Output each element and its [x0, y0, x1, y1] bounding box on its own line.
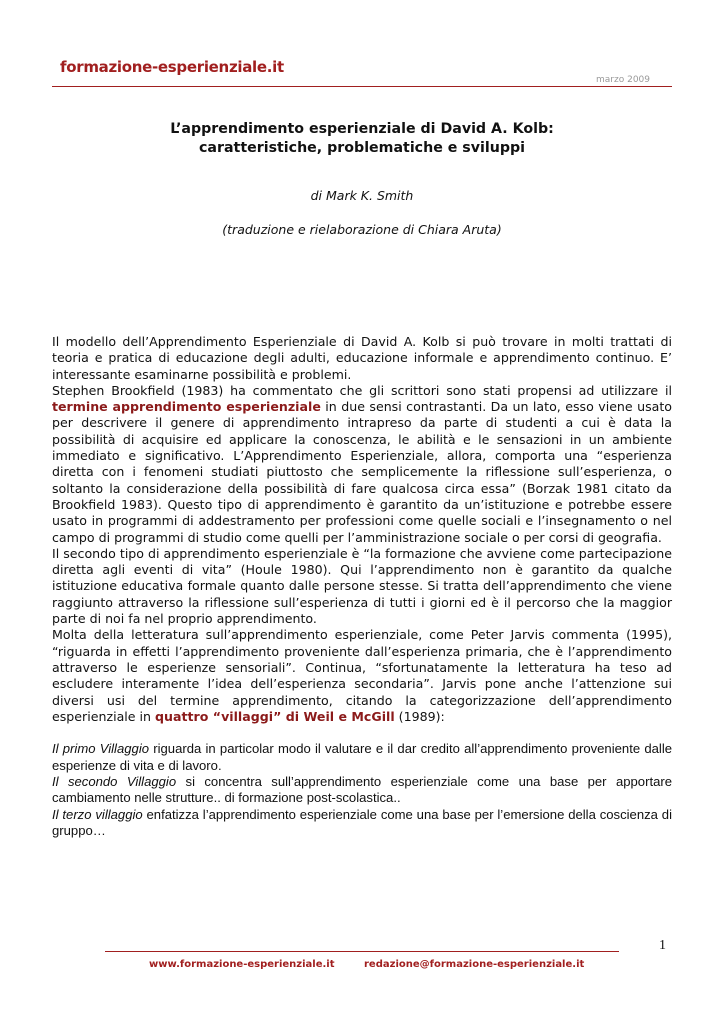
paragraph-text: Molta della letteratura sull’apprendimento esperienziale, come Peter Jarvis commenta (1995), “riguarda in effetti l’apprendimento proveniente dall’esperienza primaria, che è l’apprendimento attraverso le esperienze sensoriali”. Continua, “sfortunatamente la letteratura ha teso ad escludere interamente l’idea dell’esperienza secondaria”. Jarvis pone anche l’attenzione sui diversi usi del termine apprendimento, citando la categorizzazione dell’apprendimento esperienziale in [52, 627, 672, 724]
paragraph-spacer [52, 725, 672, 741]
footer-divider [105, 951, 619, 952]
list-item [52, 807, 672, 840]
translation-credit: (traduzione e rielaborazione di Chiara Aruta) [222, 222, 502, 237]
page-header [52, 58, 672, 88]
title-line-1: L’apprendimento esperienziale di David A. Kolb: [170, 121, 554, 137]
page-number: 1 [659, 938, 666, 953]
village-text: enfatizza l’apprendimento esperienziale come una base per l’emersione della coscienza di gruppo… [52, 806, 672, 839]
villages-list [52, 741, 672, 839]
paragraph-jarvis [52, 627, 672, 725]
village-text: si concentra sull’apprendimento esperienziale come una base per apportare cambiamento nelle strutture.. di formazione post-scolastica.. [52, 773, 673, 806]
title-line-2: caratteristiche, problematiche e sviluppi [198, 140, 526, 156]
footer-website-link[interactable]: www.formazione-esperienziale.it [149, 959, 335, 970]
paragraph-text: (1989): [394, 708, 445, 724]
paragraph-second-type: Il secondo tipo di apprendimento esperienziale è “la formazione che avviene come partecipazione diretta agli eventi di vita” (Houle 1980). Qui l’apprendimento non è garantito da qualche istituzione educativa formale quanto dalle persone stesse. Si tratta dell’apprendimento che viene raggiunto attraverso la riflessione sull’esperienza di tutti i giorni ed è il percorso che la maggior parte di noi fa nel proprio apprendimento. [52, 545, 672, 627]
footer-email-link[interactable]: redazione@formazione-esperienziale.it [364, 959, 585, 970]
village-name: Il terzo villaggio [52, 806, 143, 822]
village-text: riguarda in particolar modo il valutare e il dar credito all’apprendimento proveniente dalle esperienze di vita e di lavoro. [52, 741, 673, 773]
highlighted-term: termine apprendimento esperienziale [52, 399, 321, 415]
village-name: Il primo Villaggio [52, 741, 150, 757]
paragraph-brookfield [52, 383, 672, 546]
publication-date: marzo 2009 [596, 75, 650, 85]
highlighted-term: quattro “villaggi” di Weil e McGill [155, 708, 395, 724]
village-name: Il secondo Villaggio [52, 773, 177, 789]
article-body [52, 334, 672, 840]
author-line: di Mark K. Smith [310, 188, 414, 203]
list-item [52, 741, 672, 774]
document-title [52, 120, 672, 158]
paragraph-text: in due sensi contrastanti. Da un lato, esso viene usato per descrivere il genere di apprendimento intrapreso da parte di studenti a cui è data la possibilità di acquisire ed applicare la conoscenza, le abilità e le sensazioni in un ambiente immediato e significativo. L’Apprendimento Esperienziale, allora, comporta una “esperienza diretta con i fenomeni studiati piuttosto che semplicemente la riflessione sull’esperienza, o soltanto la considerazione della possibilità di fare qualcosa circa essa” (Borzak 1981 citato da Brookfield 1983). Questo tipo di apprendimento è garantito da un’istituzione e potrebbe essere usato in programmi di addestramento per professioni come quelle sociali e l’insegnamento o nel campo di programmi di studio come quelli per l’amministrazione sociale o per corsi di geografia. [52, 399, 673, 545]
brand-logo: formazione-esperienziale.it [60, 58, 284, 76]
paragraph-intro: Il modello dell’Apprendimento Esperienziale di David A. Kolb si può trovare in molti trattati di teoria e pratica di educazione degli adulti, educazione informale e apprendimento continuo. E’ interessante esaminarne possibilità e problemi. [52, 334, 672, 382]
paragraph-text: Stephen Brookfield (1983) ha commentato che gli scrittori sono stati propensi ad utilizzare il [52, 382, 672, 398]
list-item [52, 774, 672, 807]
header-divider [52, 86, 672, 87]
